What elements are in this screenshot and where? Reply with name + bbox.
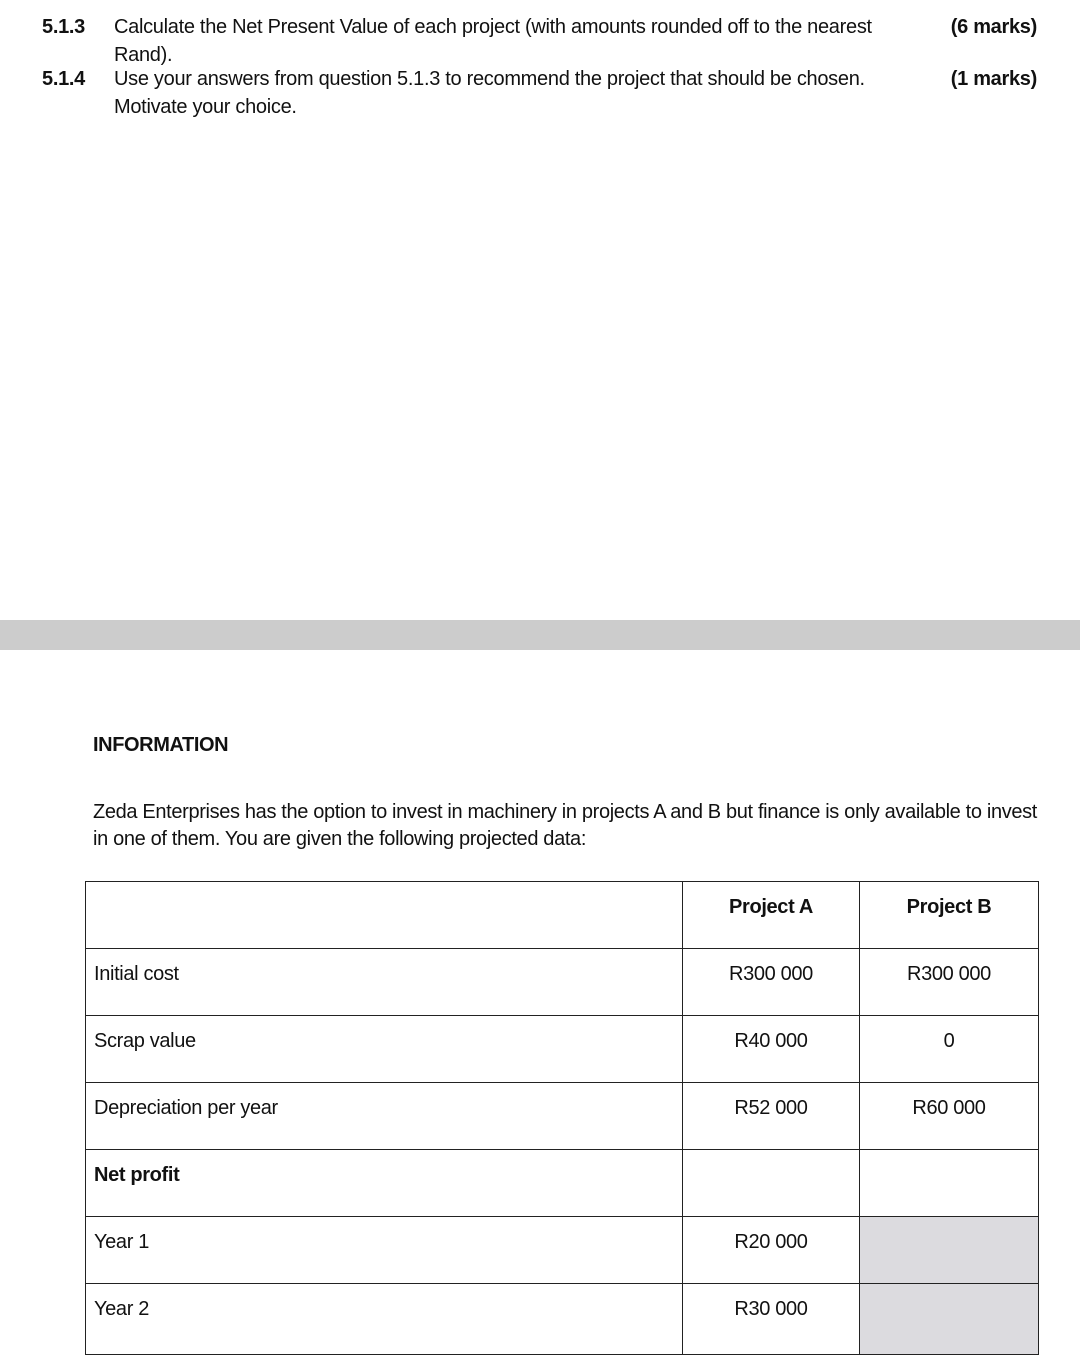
table-row [86, 1150, 1039, 1217]
row-label: Year 2 [86, 1284, 683, 1355]
question-text: Calculate the Net Present Value of each project (with amounts rounded off to the nearest Rand). [114, 16, 872, 66]
table-header-cell [86, 882, 683, 949]
project-b-shaded-cell [860, 1217, 1039, 1284]
project-b-value [860, 1150, 1039, 1217]
table-header-project-a: Project A [683, 882, 860, 949]
table-row [86, 1016, 1039, 1083]
project-a-value: R20 000 [683, 1217, 860, 1284]
project-a-value: R30 000 [683, 1284, 860, 1355]
project-a-value: R40 000 [683, 1016, 860, 1083]
row-label: Net profit [86, 1150, 683, 1217]
question-number: 5.1.4 [42, 68, 85, 90]
information-paragraph: Zeda Enterprises has the option to invest in machinery in projects A and B but finance is only available to invest in one of them. You are given the following projected data: [93, 801, 1037, 850]
question-marks: (1 marks) [950, 68, 1037, 90]
table-header-project-b: Project B [860, 882, 1039, 949]
table-row [86, 949, 1039, 1016]
row-label: Scrap value [86, 1016, 683, 1083]
row-label: Initial cost [86, 949, 683, 1016]
table-row [86, 1083, 1039, 1150]
table-row [86, 1217, 1039, 1284]
table-row [86, 1284, 1039, 1355]
project-b-value: R300 000 [860, 949, 1039, 1016]
question-number: 5.1.3 [42, 16, 85, 38]
project-b-value: 0 [860, 1016, 1039, 1083]
question-text: Use your answers from question 5.1.3 to recommend the project that should be chosen. Motivate your choice. [114, 68, 865, 118]
row-label: Depreciation per year [86, 1083, 683, 1150]
project-b-value: R60 000 [860, 1083, 1039, 1150]
project-a-value [683, 1150, 860, 1217]
project-a-value: R52 000 [683, 1083, 860, 1150]
question-marks: (6 marks) [950, 16, 1037, 38]
row-label: Year 1 [86, 1217, 683, 1284]
information-heading: INFORMATION [93, 734, 229, 756]
page-divider [0, 620, 1080, 650]
project-a-value: R300 000 [683, 949, 860, 1016]
table-header-row [86, 882, 1039, 949]
project-b-shaded-cell [860, 1284, 1039, 1355]
projects-data-table [85, 881, 1039, 1355]
